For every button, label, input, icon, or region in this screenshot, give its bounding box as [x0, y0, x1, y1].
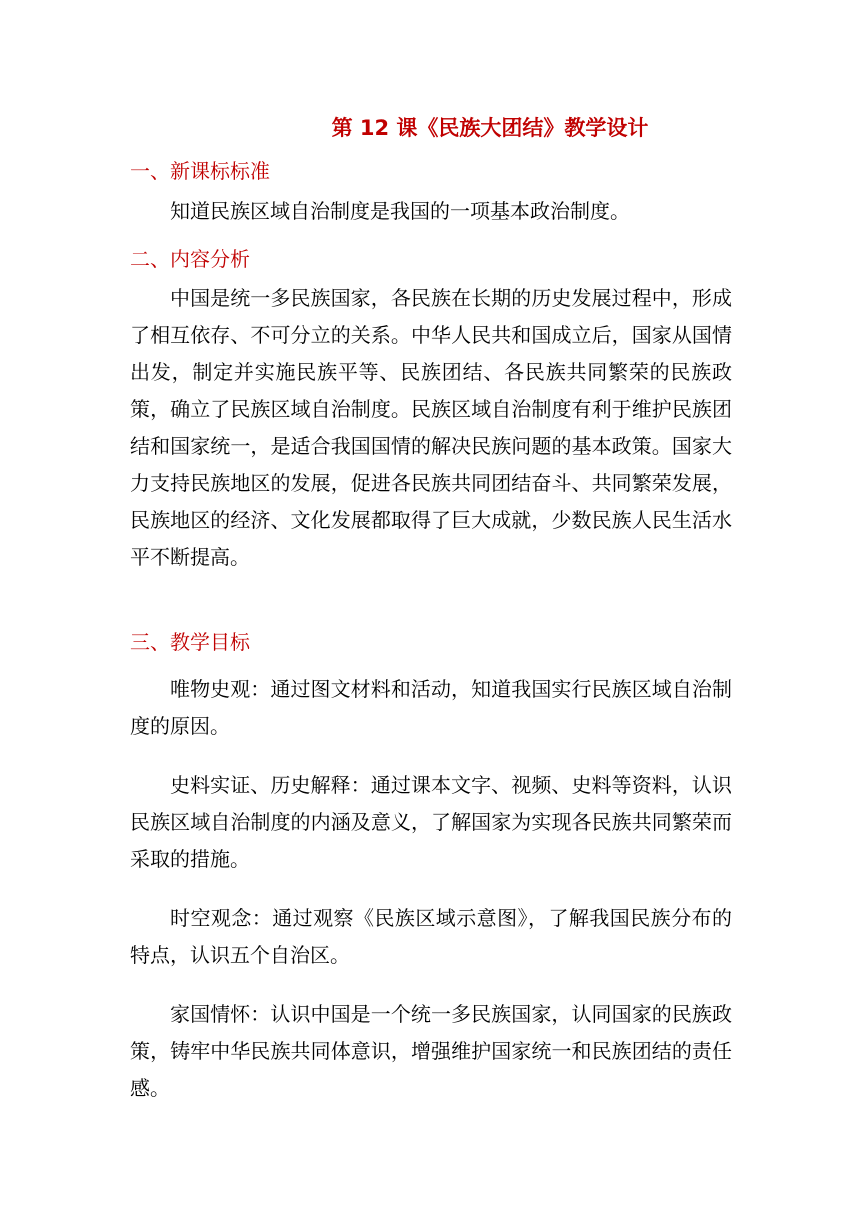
section-heading-content-analysis: 二、内容分析 — [130, 247, 250, 271]
paragraph-objective-patriotism: 家国情怀：认识中国是一个统一多民族国家，认同国家的民族政策，铸牢中华民族共同体意识，增强维护国家统一和民族团结的责任感。 — [130, 1002, 732, 1100]
paragraph-objective-spatiotemporal: 时空观念：通过观察《民族区域示意图》，了解我国民族分布的特点，认识五个自治区。 — [130, 906, 732, 967]
paragraph-objective-historical-materialism: 唯物史观：通过图文材料和活动，知道我国实行民族区域自治制度的原因。 — [130, 677, 732, 738]
paragraph-standards: 知道民族区域自治制度是我国的一项基本政治制度。 — [170, 199, 630, 223]
paragraph-objective-historical-evidence: 史料实证、历史解释：通过课本文字、视频、史料等资料，认识民族区域自治制度的内涵及意义，了解国家为实现各民族共同繁荣而采取的措施。 — [130, 773, 732, 871]
section-heading-standards: 一、新课标标准 — [130, 159, 270, 183]
document-title: 第 12 课《民族大团结》教学设计 — [331, 116, 649, 140]
section-heading-teaching-objectives: 三、教学目标 — [130, 630, 250, 654]
paragraph-content-analysis: 中国是统一多民族国家，各民族在长期的历史发展过程中，形成了相互依存、不可分立的关系。中华人民共和国成立后，国家从国情出发，制定并实施民族平等、民族团结、各民族共同繁荣的民族政策，确立了民族区域自治制度。民族区域自治制度有利于维护民族团结和国家统一，是适合我国国情的解决民族问题的基本政策。国家大力支持民族地区的发展，促进各民族共同团结奋斗、共同繁荣发展，民族地区的经济、文化发展都取得了巨大成就，少数民族人民生活水平不断提高。 — [130, 286, 732, 569]
